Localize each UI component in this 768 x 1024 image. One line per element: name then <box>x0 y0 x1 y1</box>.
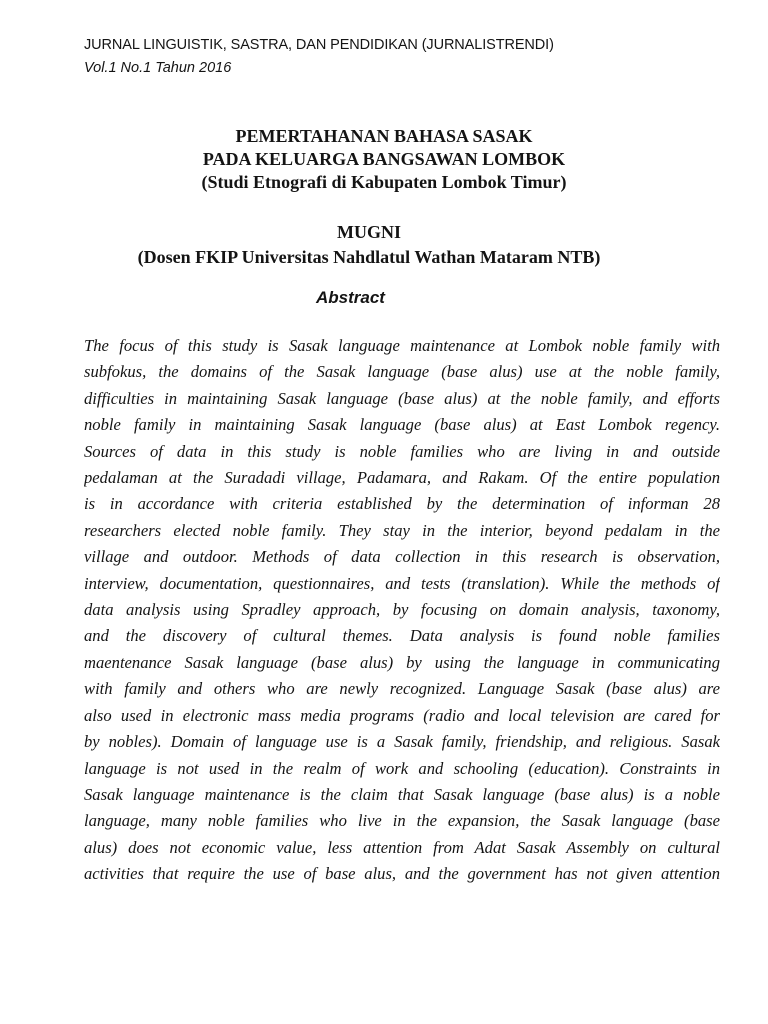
abstract-line: Sasak language maintenance is the claim that Sasak language (base alus) is a noble <box>84 784 720 804</box>
abstract-line: noble family in maintaining Sasak language (base alus) at East Lombok regency. <box>84 415 720 435</box>
author-name: MUGNI <box>337 222 401 242</box>
abstract-line: Sources of data in this study is noble families who are living in and outside <box>84 441 720 461</box>
abstract-line: also used in electronic mass media programs (radio and local television are cared for <box>84 705 720 725</box>
journal-title: JURNAL LINGUISTIK, SASTRA, DAN PENDIDIKAN (JURNALISTRENDI) <box>84 37 554 53</box>
abstract-line: data analysis using Spradley approach, by focusing on domain analysis, taxonomy, <box>84 600 720 620</box>
abstract-line: activities that require the use of base alus, and the government has not given attention <box>84 864 720 884</box>
title-line: PEMERTAHANAN BAHASA SASAK <box>235 126 533 146</box>
abstract-line: The focus of this study is Sasak language maintenance at Lombok noble family with <box>84 336 720 355</box>
author-affiliation: (Dosen FKIP Universitas Nahdlatul Wathan Mataram NTB) <box>137 247 601 267</box>
abstract-line: alus) does not economic value, less attention from Adat Sasak Assembly on cultural <box>84 837 720 857</box>
abstract-body <box>84 333 720 888</box>
abstract-line: village and outdoor. Methods of data collection in this research is observation, <box>84 547 720 567</box>
title-line: PADA KELUARGA BANGSAWAN LOMBOK <box>202 149 566 169</box>
abstract-line: language, many noble families who live in the expansion, the Sasak language (base <box>84 811 720 831</box>
abstract-line: interview, documentation, questionnaires, and tests (translation). While the methods of <box>84 573 720 593</box>
abstract-line: by nobles). Domain of language use is a Sasak family, friendship, and religious. Sasak <box>84 732 720 752</box>
abstract-line: researchers elected noble family. They stay in the interior, beyond pedalam in the <box>84 520 720 540</box>
abstract-line: and the discovery of cultural themes. Data analysis is found noble families <box>84 626 720 646</box>
paper-title <box>0 125 768 194</box>
abstract-line: difficulties in maintaining Sasak language (base alus) at the noble family, and efforts <box>84 388 720 408</box>
title-subtitle: (Studi Etnografi di Kabupaten Lombok Timur) <box>201 172 567 192</box>
journal-volume: Vol.1 No.1 Tahun 2016 <box>84 60 232 76</box>
abstract-line: language is not used in the realm of work and schooling (education). Constraints in <box>84 758 720 778</box>
author-block <box>0 220 738 270</box>
abstract-line: maentenance Sasak language (base alus) by using the language in communicating <box>84 652 720 672</box>
abstract-heading: Abstract <box>316 288 385 307</box>
abstract-line: with family and others who are newly recognized. Language Sasak (base alus) are <box>84 679 720 699</box>
abstract-line: is in accordance with criteria established by the determination of informan 28 <box>84 494 720 514</box>
abstract-line: subfokus, the domains of the Sasak language (base alus) use at the noble family, <box>84 362 720 382</box>
abstract-line: pedalaman at the Suradadi village, Padamara, and Rakam. Of the entire population <box>84 468 720 488</box>
